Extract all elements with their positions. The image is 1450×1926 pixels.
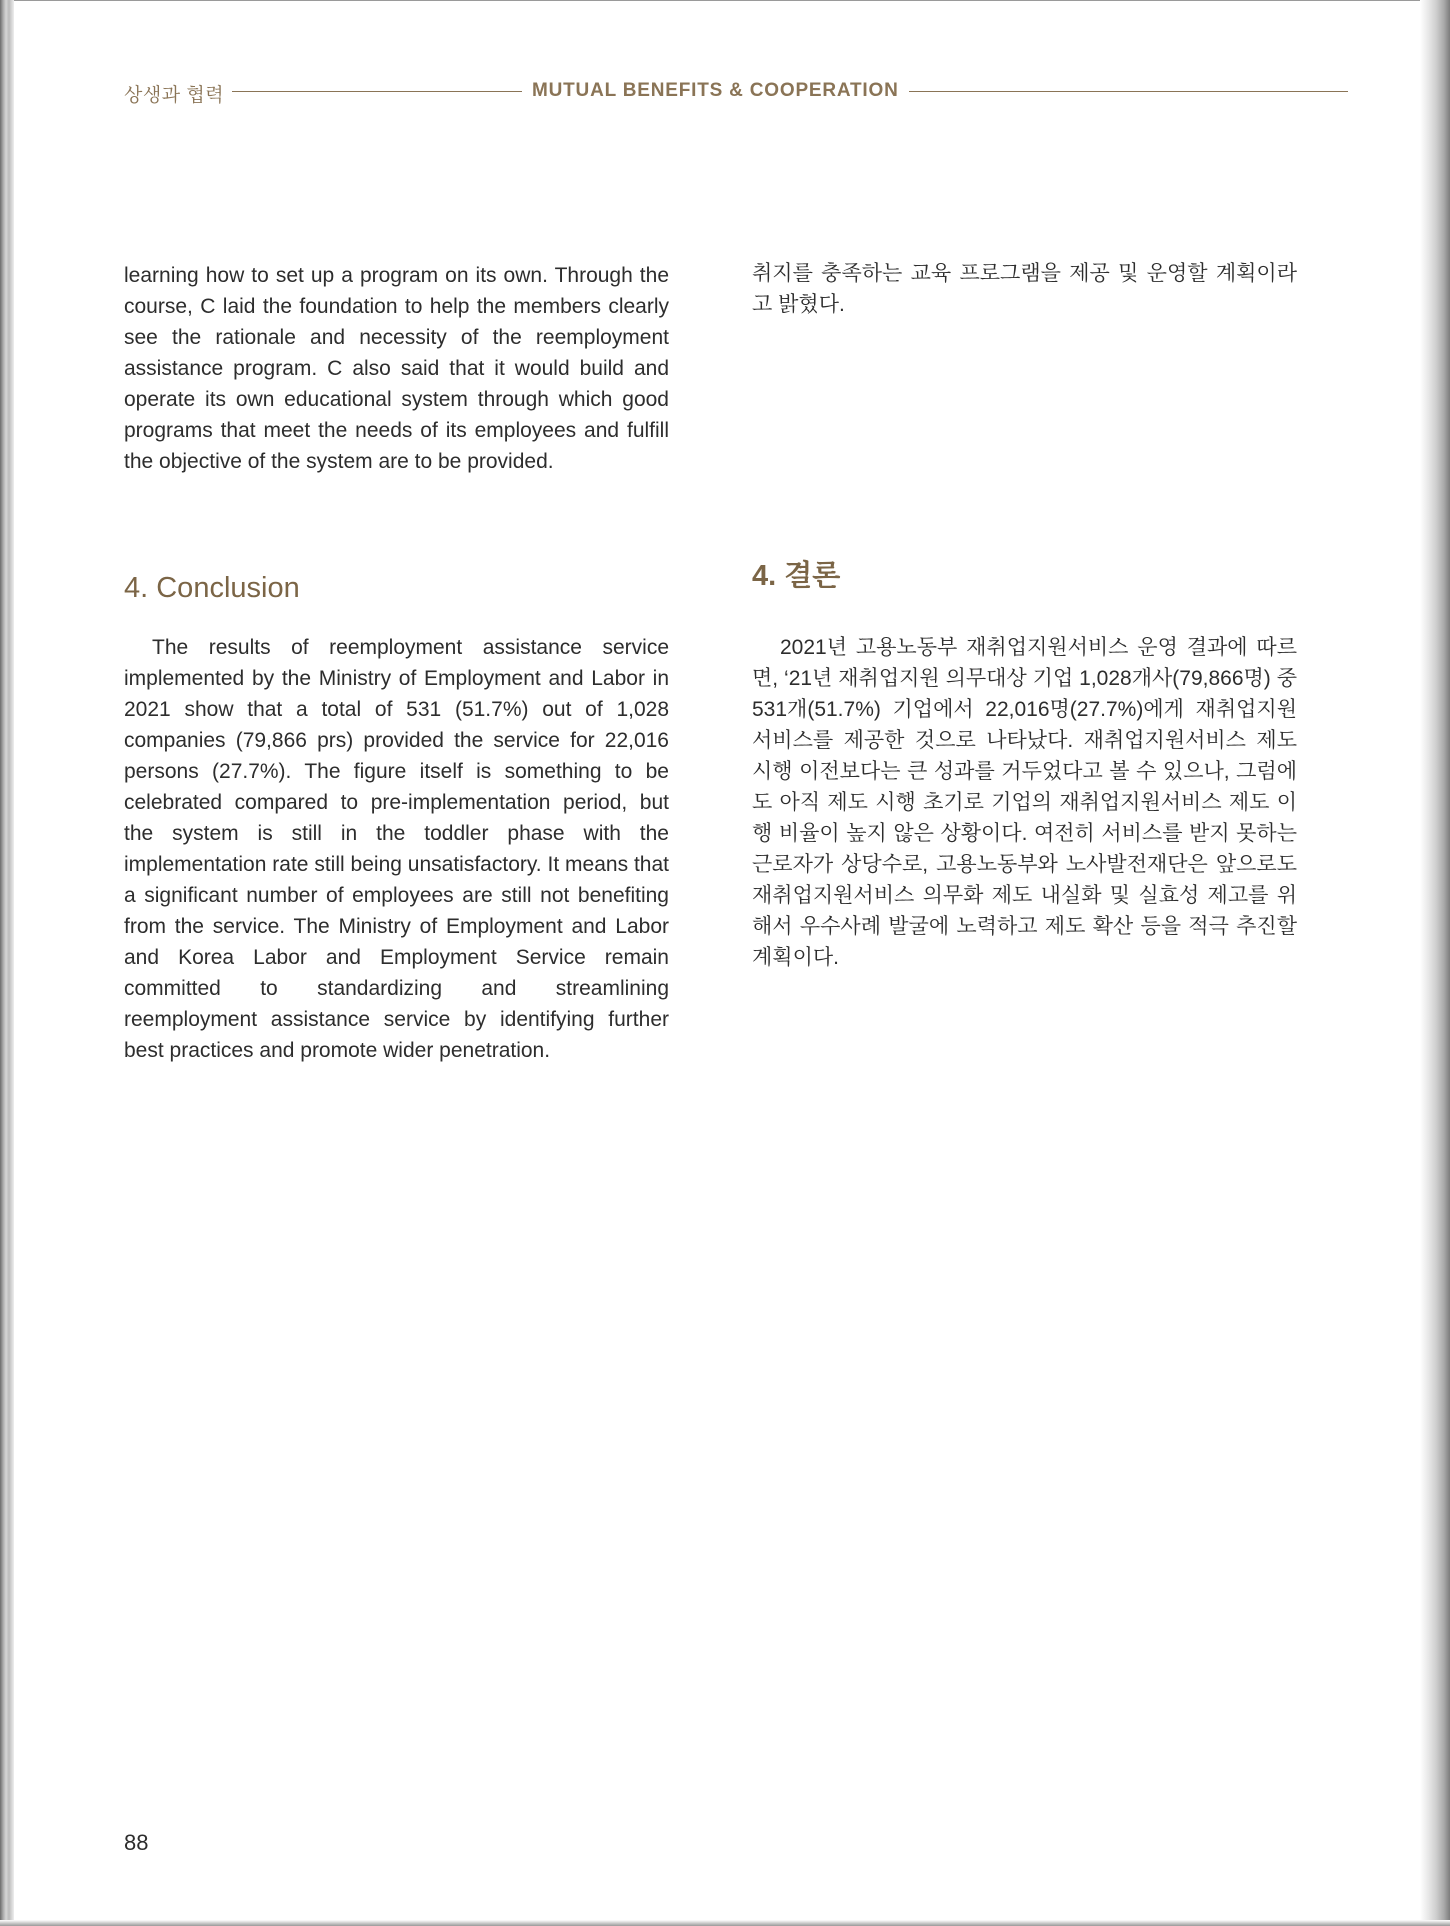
english-conclusion-block xyxy=(124,570,669,1066)
korean-section-heading: 4. 결론 xyxy=(752,560,841,592)
english-conclusion-paragraph: The results of reemployment assistance service implemented by the Ministry of Employment and Labor in 2021 show that a total of 531 (51.7%) out of 1,028 companies (79,866 prs) provided the service for 22,016 persons (27.7%). The figure itself is something to be celebrated compared to pre-implementation period, but the system is still in the toddler phase with the implementation rate still being unsatisfactory. It means that a significant number of employees are still not benefiting from the service. The Ministry of Employment and Labor and Korea Labor and Employment Service remain committed to standardizing and streamlining reemployment assistance service by identifying further best practices and promote wider penetration. xyxy=(124,636,669,1062)
english-section-heading: 4. Conclusion xyxy=(124,572,300,604)
english-intro-block xyxy=(124,260,669,477)
header-section-english-text: MUTUAL BENEFITS & COOPERATION xyxy=(522,80,909,101)
page-edge-right xyxy=(1420,0,1450,1926)
korean-conclusion-block xyxy=(752,558,1297,973)
page-edge-left xyxy=(0,0,14,1926)
header-section-english xyxy=(522,80,1022,102)
page-number: 88 xyxy=(124,1830,149,1855)
page-edge-bottom xyxy=(0,1920,1450,1926)
korean-intro-paragraph: 취지를 충족하는 교육 프로그램을 제공 및 운영할 계획이라고 밝혔다. xyxy=(752,262,1297,316)
english-intro-paragraph: learning how to set up a program on its own. Through the course, C laid the foundation to help the members clearly see the rationale and necessity of the reemployment assistance program. C also said that it would build and operate its own educational system through which good programs that meet the needs of its employees and fulfill the objective of the system are to be provided. xyxy=(124,264,669,473)
korean-conclusion-paragraph: 2021년 고용노동부 재취업지원서비스 운영 결과에 따르면, ‘21년 재취업지원 의무대상 기업 1,028개사(79,866명) 중 531개(51.7%) 기업에서 22,016명(27.7%)에게 재취업지원서비스를 제공한 것으로 나타났다. 재취업지원서비스 제도 시행 이전보다는 큰 성과를 거두었다고 볼 수 있으나, 그럼에도 아직 제도 시행 초기로 기업의 재취업지원서비스 제도 이행 비율이 높지 않은 상황이다. 여전히 서비스를 받지 못하는 근로자가 상당수로, 고용노동부와 노사발전재단은 앞으로도 재취업지원서비스 의무화 제도 내실화 및 실효성 제고를 위해서 우수사례 발굴에 노력하고 제도 확산 등을 적극 추진할 계획이다. xyxy=(752,636,1297,969)
header-section-korean: 상생과 협력 xyxy=(124,85,225,106)
korean-intro-block xyxy=(752,258,1297,320)
running-header xyxy=(124,78,1348,106)
